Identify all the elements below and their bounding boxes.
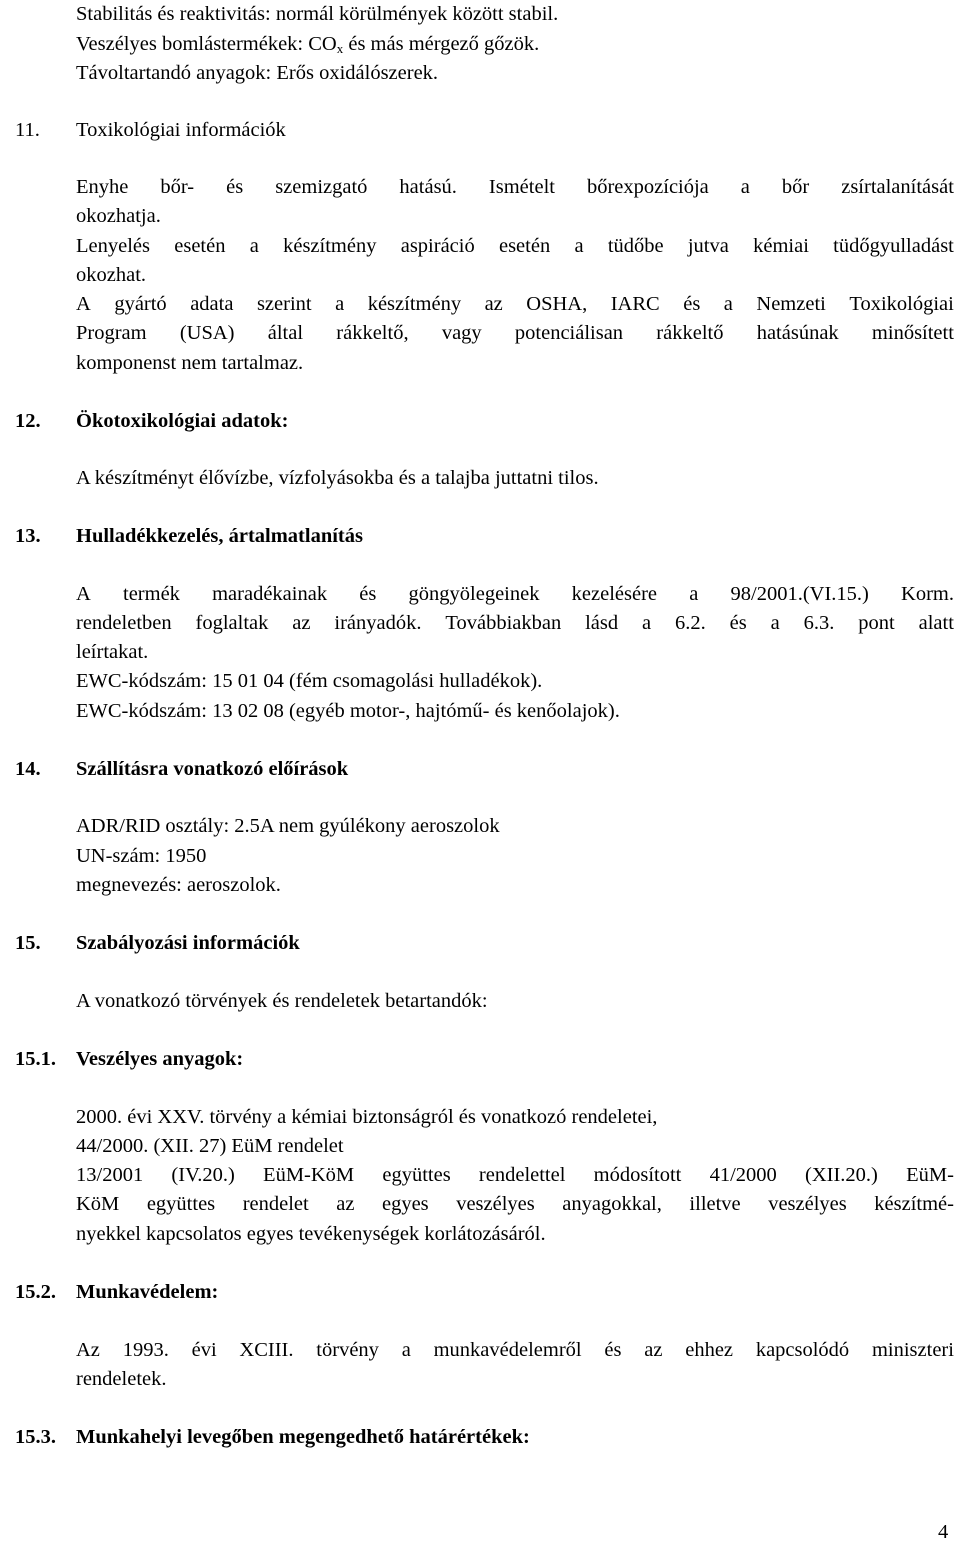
word: (IV.20.) [171,1164,235,1186]
word: foglaltak [195,612,269,634]
word: rákkeltő [656,322,724,344]
word: a [574,235,584,257]
s151-line4 [76,1194,954,1215]
section-15-3-number: 15.3. [15,1426,56,1448]
word: potenciálisan [514,322,624,344]
word: OSHA, [526,293,588,315]
section-13-number: 13. [15,525,41,547]
word: a [689,583,699,605]
word: anyagokkal, [562,1193,662,1215]
word: és [729,612,747,634]
word: az [644,1339,663,1361]
word: rendelettel [478,1164,566,1186]
word: bőr [781,176,810,198]
s13-ewc-line1: EWC-kódszám: 15 01 04 (fém csomagolási hulladékok). [76,670,543,692]
word: vagy [441,322,482,344]
word: szerint [256,293,312,315]
s13-line1 [76,584,954,605]
word: aspiráció [400,235,475,257]
word: 6.2. [675,612,706,634]
word: Korm. [901,583,954,605]
word: a [740,176,750,198]
s11-paragraph3-line3: komponenst nem tartalmaz. [76,352,304,374]
s151-line3 [76,1165,954,1186]
word: munkavédelemről [433,1339,582,1361]
word: tüdőbe [607,235,664,257]
s11-paragraph3-line1 [76,294,954,315]
word: az [292,612,311,634]
word: 6.3. [803,612,835,634]
word: jutva [687,235,729,257]
section-15-1-title: Veszélyes anyagok: [76,1048,244,1070]
word: EüM- [906,1164,954,1186]
word: törvény [316,1339,379,1361]
word: alatt [918,612,954,634]
word: hatású. [399,176,457,198]
section-13-title: Hulladékkezelés, ártalmatlanítás [76,525,363,547]
word: 13/2001 [76,1164,144,1186]
s12-text: A készítményt élővízbe, vízfolyásokba és a talajba juttatni tilos. [76,467,599,489]
word: (USA) [179,322,235,344]
word: rákkeltő, [336,322,409,344]
word: bőrexpozíciója [586,176,709,198]
word: évi [191,1339,217,1361]
word: A [76,293,91,315]
word: Az [76,1339,100,1361]
word: A [76,583,91,605]
s11-paragraph1-line1 [76,177,954,198]
word: pont [858,612,895,634]
word: gyártó [114,293,167,315]
word: EüM-KöM [263,1164,355,1186]
word: göngyölegeinek [408,583,540,605]
word: minősített [871,322,954,344]
word: Lenyelés [76,235,150,257]
word: és [683,293,701,315]
s151-line5: nyekkel kapcsolatos egyes tevékenységek korlátozásáról. [76,1223,546,1245]
word: készítmény [283,235,377,257]
word: a [249,235,259,257]
word: a [401,1339,411,1361]
s14-un-number-line: UN-szám: 1950 [76,845,207,867]
word: termék [123,583,180,605]
word: Továbbiakban [445,612,562,634]
s14-name-line: megnevezés: aeroszolok. [76,874,281,896]
s152-line2: rendeletek. [76,1368,167,1390]
word: 1993. [122,1339,169,1361]
word: kezelésére [571,583,658,605]
word: által [267,322,304,344]
s11-paragraph2-line1 [76,236,954,257]
word: veszélyes [456,1193,535,1215]
word: veszélyes [768,1193,847,1215]
word: maradékainak [212,583,328,605]
word: KöM [76,1193,120,1215]
section-12-number: 12. [15,410,41,432]
word: Toxikológiai [849,293,954,315]
section-15-1-number: 15.1. [15,1048,56,1070]
s13-line3: leírtakat. [76,641,149,663]
word: Nemzeti [756,293,826,315]
word: a [642,612,652,634]
word: Program [76,322,147,344]
word: IARC [610,293,660,315]
word: bőr- [160,176,195,198]
word: módosított [593,1164,682,1186]
word: adata [190,293,234,315]
word: az [336,1193,355,1215]
word: tüdőgyulladást [833,235,954,257]
s151-line2: 44/2000. (XII. 27) EüM rendelet [76,1135,344,1157]
section-15-2-number: 15.2. [15,1281,56,1303]
section-15-number: 15. [15,932,41,954]
word: (XII.20.) [805,1164,878,1186]
s14-adr-line: ADR/RID osztály: 2.5A nem gyúlékony aeroszolok [76,815,500,837]
word: egyes [381,1193,429,1215]
word: a [770,612,780,634]
word: 41/2000 [709,1164,777,1186]
word: Ismételt [488,176,555,198]
word: irányadók. [334,612,422,634]
s13-line2 [76,613,954,634]
word: esetén [498,235,551,257]
section-12-title: Ökotoxikológiai adatok: [76,410,289,432]
word: a [335,293,345,315]
s15-text: A vonatkozó törvények és rendeletek betartandók: [76,990,488,1012]
word: illetve [689,1193,741,1215]
section-15-3-title: Munkahelyi levegőben megengedhető határértékek: [76,1426,530,1448]
s13-ewc-line2: EWC-kódszám: 13 02 08 (egyéb motor-, hajtómű- és kenőolajok). [76,700,620,722]
word: és [226,176,244,198]
word: rendelet [242,1193,309,1215]
word: az [484,293,503,315]
stability-line: Stabilitás és reaktivitás: normál körülmények között stabil. [76,3,559,25]
section-14-number: 14. [15,758,41,780]
word: XCIII. [239,1339,294,1361]
word: lásd [585,612,619,634]
word: együttes [146,1193,216,1215]
word: hatásúnak [756,322,839,344]
incompatible-materials-line: Távoltartandó anyagok: Erős oxidálószerek. [76,62,439,84]
s152-line1 [76,1340,954,1361]
s11-paragraph1-line2: okozhatja. [76,205,161,227]
word: kapcsolódó [755,1339,850,1361]
word: és [604,1339,622,1361]
s151-line1: 2000. évi XXV. törvény a kémiai biztonságról és vonatkozó rendeletei, [76,1106,658,1128]
word: 98/2001.(VI.15.) [730,583,869,605]
section-14-title: Szállításra vonatkozó előírások [76,758,349,780]
section-11-title: Toxikológiai információk [76,119,286,141]
section-11-number: 11. [15,119,40,141]
word: kémiai [753,235,809,257]
section-15-2-title: Munkavédelem: [76,1281,219,1303]
decomposition-products-line: Veszélyes bomlástermékek: $CO_x$ és más mérgező gőzök. [76,33,540,56]
word: ehhez [685,1339,734,1361]
word: együttes [382,1164,451,1186]
word: és [359,583,377,605]
word: Enyhe [76,176,129,198]
word: szemizgató [275,176,368,198]
word: a [723,293,733,315]
word: készítmé- [874,1193,954,1215]
page-number: 4 [938,1521,949,1543]
word: zsírtalanítását [841,176,954,198]
s11-paragraph2-line2: okozhat. [76,264,147,286]
word: készítmény [367,293,462,315]
section-15-title: Szabályozási információk [76,932,300,954]
word: esetén [174,235,226,257]
word: rendeletben [76,612,172,634]
s11-paragraph3-line2 [76,323,954,344]
word: miniszteri [871,1339,954,1361]
